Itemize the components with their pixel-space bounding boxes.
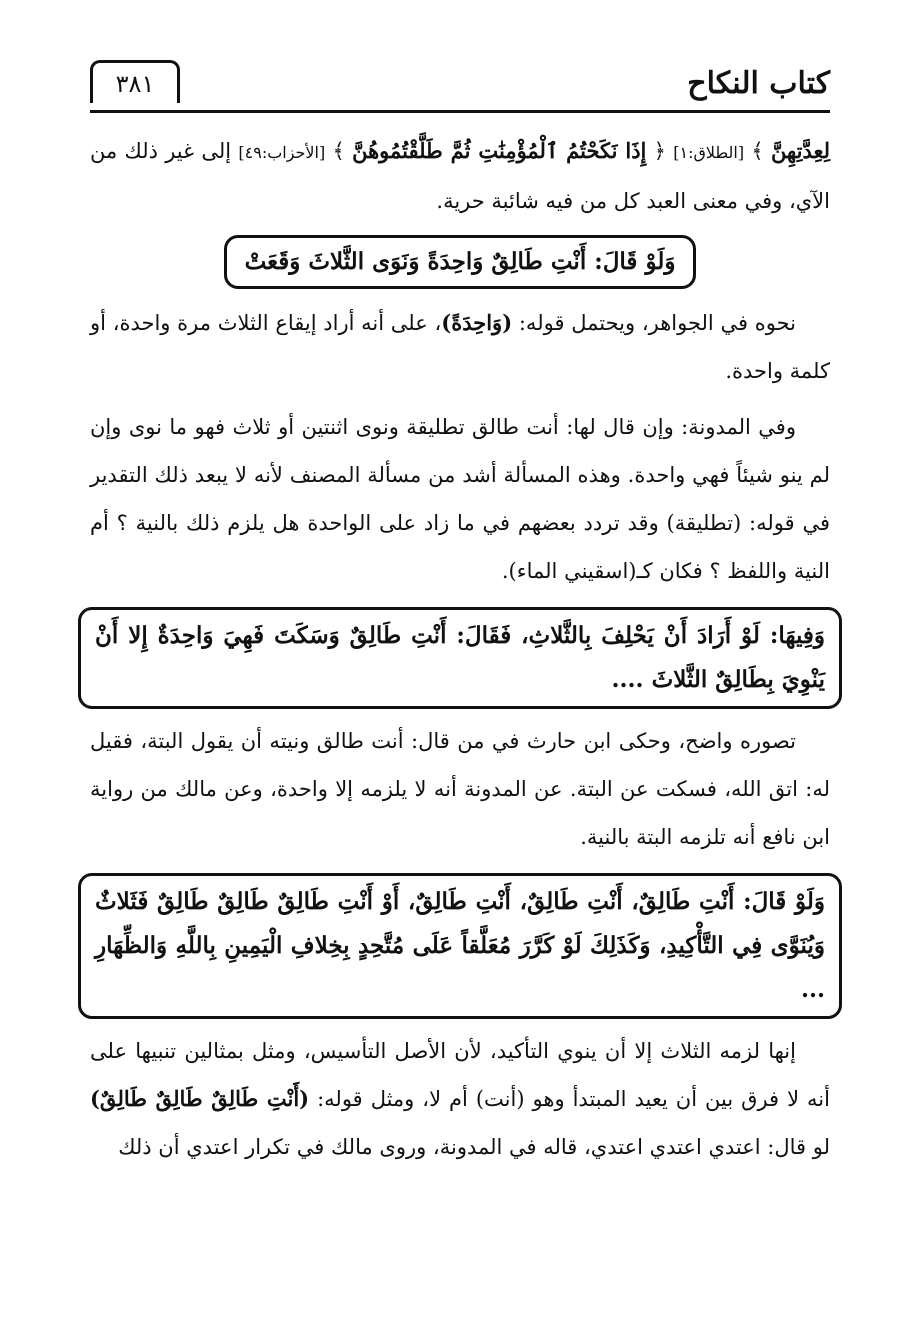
paragraph-mudawwana: وفي المدونة: وإن قال لها: أنت طالق تطليقة ونوى اثنتين أو ثلاث فهو ما نوى وإن لم ينو شيئاً فهي واحدة. وهذه المسألة أشد من مسألة المصنف لأنه لا يبعد ذلك التقدير في قوله: (تطليقة) وقد تردد بعضهم في ما زاد على الواحدة هل يلزم ذلك بالنية ؟ أم النية واللفظ ؟ فكان كـ(اسقيني الماء).: [90, 415, 830, 583]
quran-reference-talaq: [الطلاق:١]: [673, 143, 745, 162]
book-title: كتاب النكاح: [687, 66, 830, 101]
paragraph-text: إنها لزمه الثلاث إلا أن ينوي التأكيد، لأن الأصل التأسيس، ومثل بمثالين تنبيها على أنه لا فرق بين أن يعيد المبتدأ وهو (أنت) أم لا، ومثل قوله:: [90, 1039, 830, 1111]
book-page: [90, 58, 830, 1171]
paragraph-text: نحوه في الجواهر، ويحتمل قوله:: [518, 311, 796, 335]
paragraph-text: ، على أنه أراد إيقاع الثلاث مرة واحدة، أو كلمة واحدة.: [90, 311, 830, 383]
matn-box-1: وَلَوْ قَالَ: أَنْتِ طَالِقٌ وَاحِدَةً وَنَوَى الثَّلاثَ وَقَعَتْ: [224, 235, 697, 289]
paragraph-commentary-3: [90, 1027, 830, 1171]
page-header: [90, 58, 830, 113]
quoted-phrase: (أَنْتِ طَالِقٌ طَالِقٌ طَالِقٌ): [90, 1086, 310, 1111]
paragraph-commentary-2: تصوره واضح، وحكى ابن حارث في من قال: أنت طالق ونيته أن يقول البتة، فقيل له: اتق الله، فسكت عن البتة. عن المدونة أنه لا يلزمه إلا واحدة، وعن مالك من رواية ابن نافع أنه تلزمه البتة بالنية.: [90, 729, 830, 849]
quran-verse-ahzab: إِذَا نَكَحْتُمُ ٱلْمُؤْمِنَٰتِ ثُمَّ طَلَّقْتُمُوهُنَّ: [352, 138, 647, 163]
paragraph-text: لو قال: اعتدي اعتدي اعتدي، قاله في المدونة، وروى مالك في تكرار اعتدي أن ذلك: [118, 1135, 830, 1159]
paragraph-quran-refs: لِعِدَّتِهِنَّ ﴾ [الطلاق:١] ﴿ إِذَا نَكَحْتُمُ ٱلْمُؤْمِنَٰتِ ثُمَّ طَلَّقْتُمُوهُنَّ ﴾ [الأحزاب:٤٩] إلى غير ذلك من الآي، وفي معنى العبد كل من فيه شائبة حرية.: [90, 138, 830, 213]
quoted-word: (وَاحِدَةً): [441, 310, 513, 335]
quran-reference-ahzab: [الأحزاب:٤٩]: [238, 143, 326, 162]
quran-verse-end: لِعِدَّتِهِنَّ: [770, 138, 830, 163]
page-number: ٣٨١: [90, 60, 180, 103]
paragraph-commentary-1: [90, 299, 830, 395]
matn-box-3: وَلَوْ قَالَ: أَنْتِ طَالِقٌ، أَنْتِ طَالِقٌ، أَنْتِ طَالِقٌ، أَوْ أَنْتِ طَالِقٌ طَالِقٌ طَالِقٌ فَثَلاثٌ وَيُنَوَّى فِي التَّأْكِيدِ، وَكَذَلِكَ لَوْ كَرَّرَ مُعَلَّقاً عَلَى مُتَّحِدٍ بِخِلافِ الْيَمِينِ بِاللَّهِ وَالظِّهَارِ ...: [78, 873, 842, 1019]
matn-box-2: وَفِيهَا: لَوْ أَرَادَ أَنْ يَحْلِفَ بِالثَّلاثِ، فَقَالَ: أَنْتِ طَالِقٌ وَسَكَتَ فَهِيَ وَاحِدَةٌ إِلا أَنْ يَنْوِيَ بِطَالِقٌ الثَّلاثَ ....: [78, 607, 842, 709]
paragraph-text: إلى غير ذلك من الآي، وفي معنى العبد كل من فيه شائبة حرية.: [90, 139, 830, 213]
